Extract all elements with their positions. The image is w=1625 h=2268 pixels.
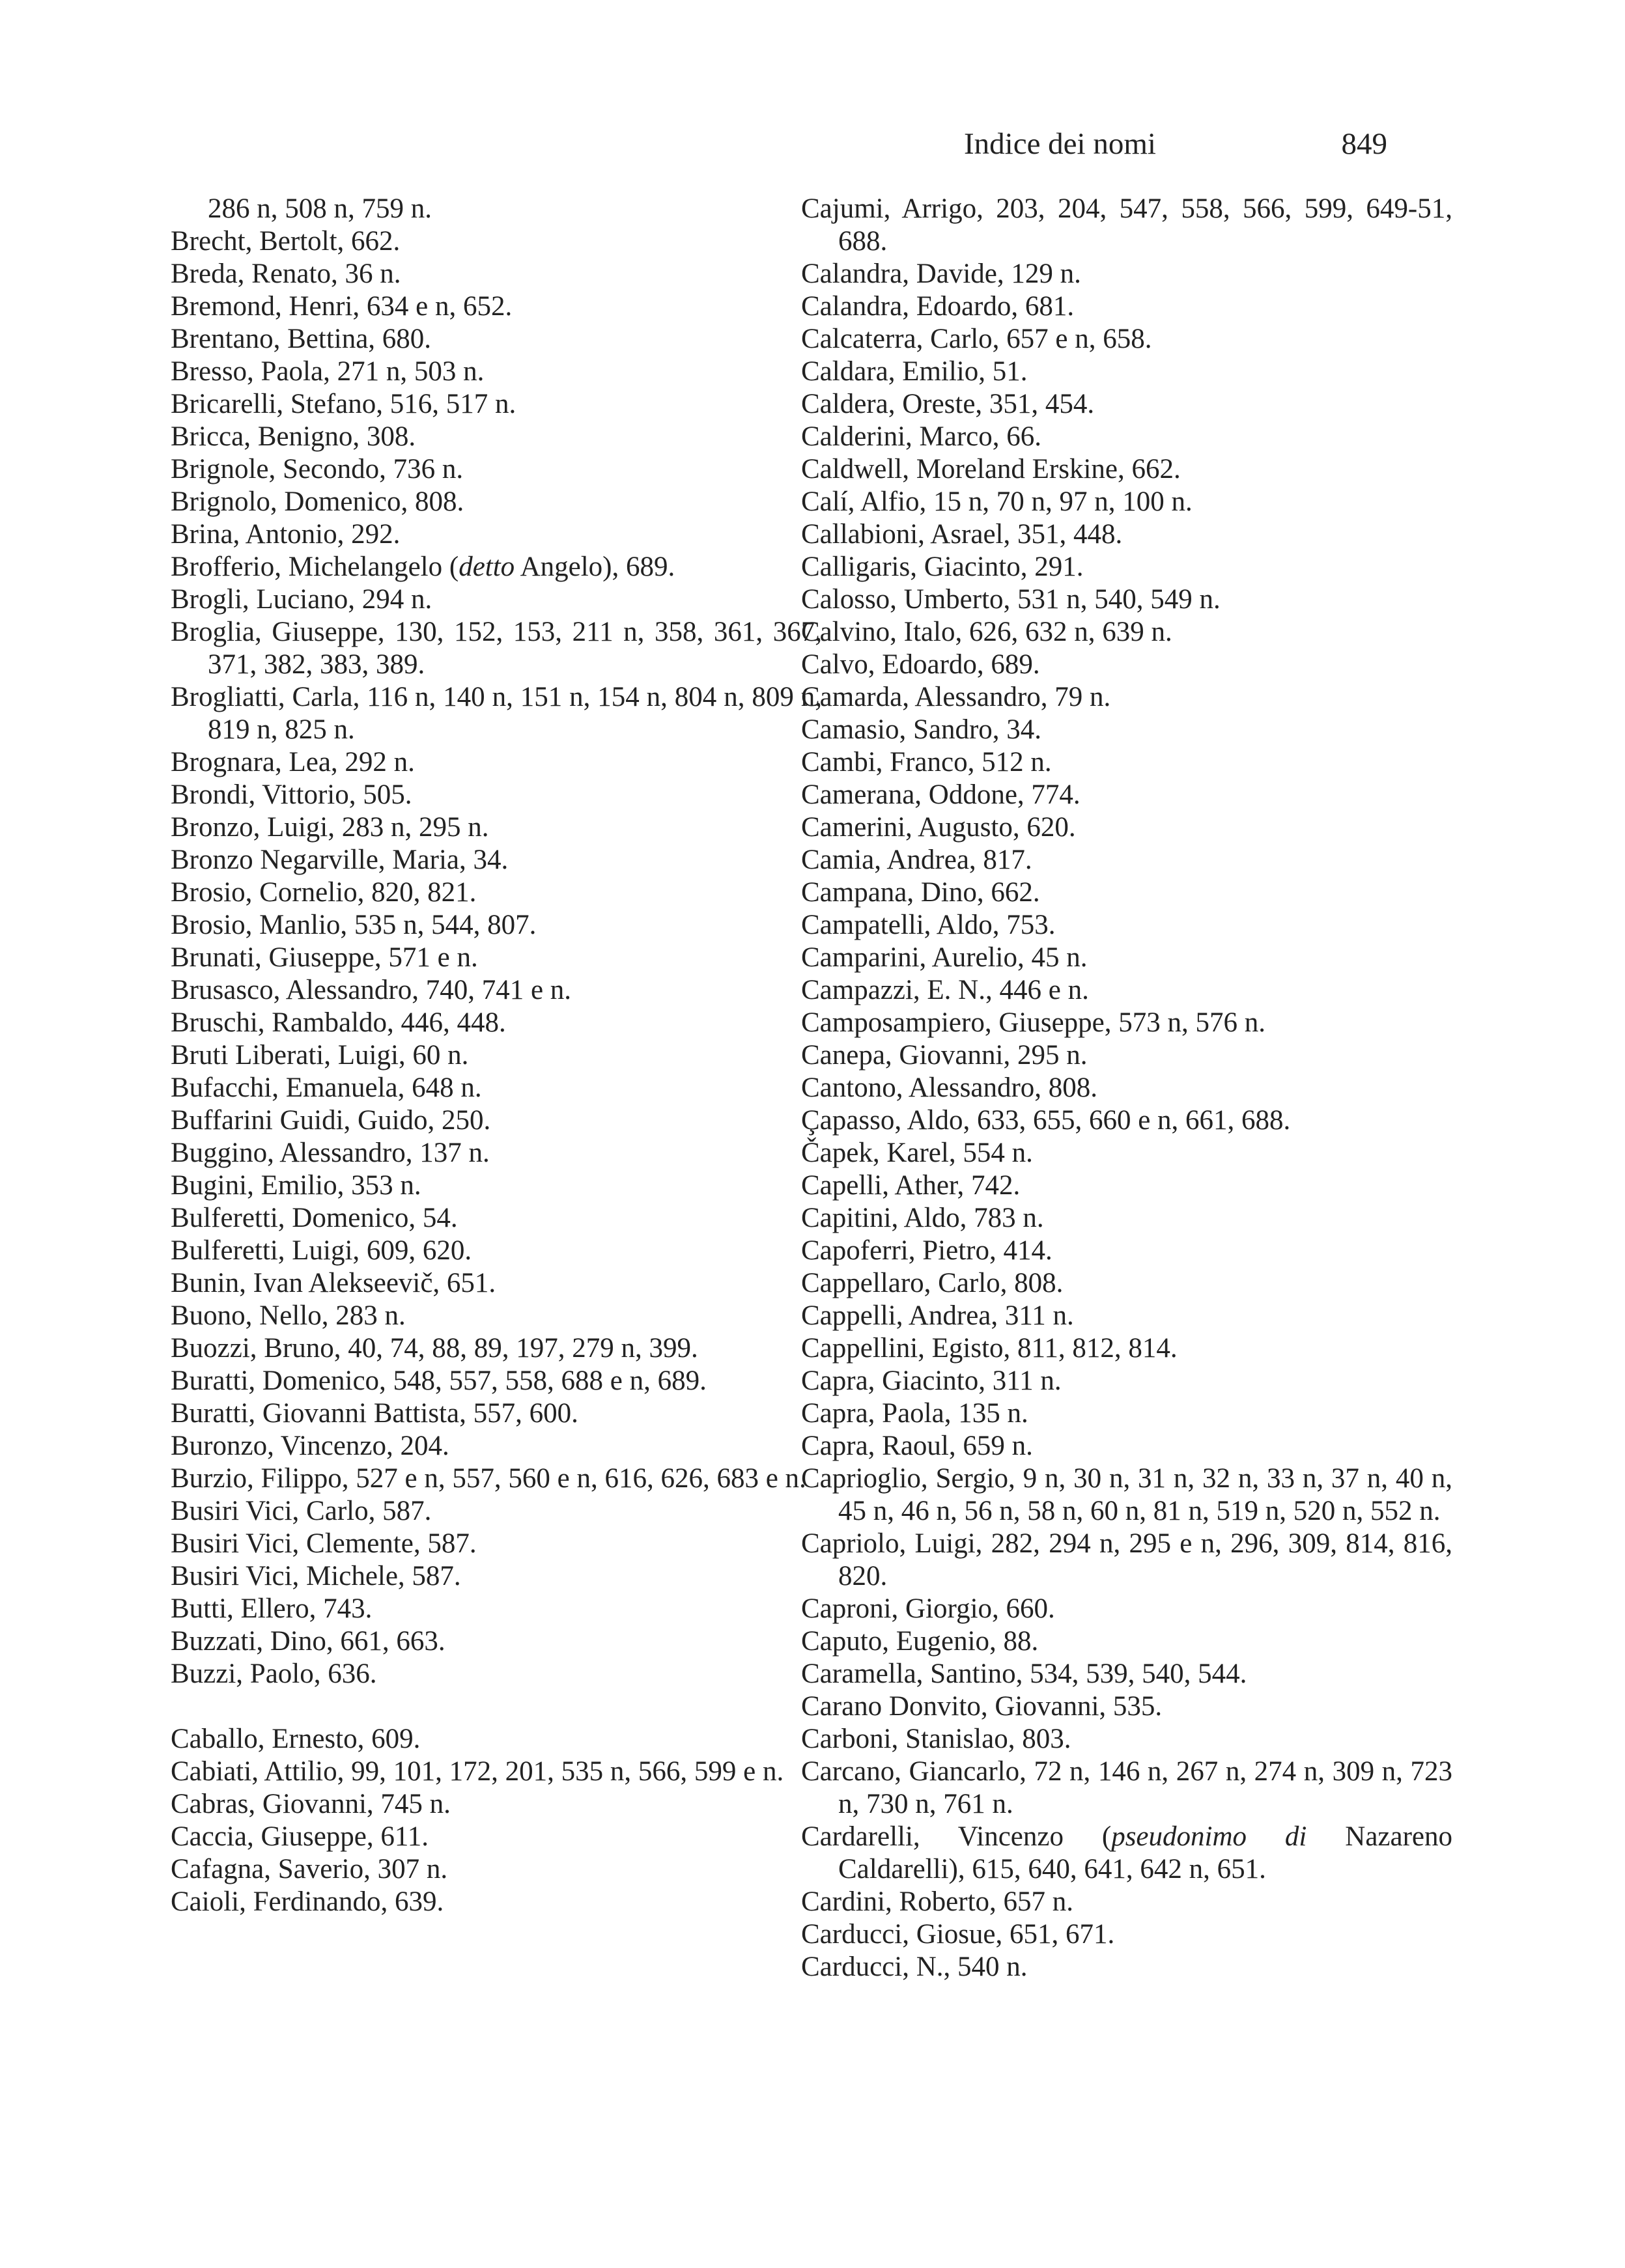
index-entry: Calderini, Marco, 66. (801, 421, 1041, 452)
letter-section-gap (171, 1690, 822, 1723)
index-entry: Broglia, Giuseppe, 130, 152, 153, 211 n, 358, 361, 367, 371, 382, 383, 389. (171, 617, 822, 680)
index-entry: Camerana, Oddone, 774. (801, 779, 1081, 810)
index-entry: Buzzati, Dino, 661, 663. (171, 1626, 445, 1657)
index-entry: Brecht, Bertolt, 662. (171, 226, 401, 257)
index-entry: Caprioglio, Sergio, 9 n, 30 n, 31 n, 32 n, 33 n, 37 n, 40 n, 45 n, 46 n, 56 n, 58 n, 60 n, 81 n, 519 n, 520 n, 552 n. (801, 1463, 1452, 1526)
index-entry: Capra, Raoul, 659 n. (801, 1431, 1033, 1461)
index-entry-text: Brofferio, Michelangelo ( (171, 552, 459, 582)
index-entry: Carducci, Giosue, 651, 671. (801, 1919, 1115, 1950)
index-entry: Brentano, Bettina, 680. (171, 324, 432, 354)
index-entry: Butti, Ellero, 743. (171, 1593, 373, 1624)
index-entry: Caldwell, Moreland Erskine, 662. (801, 454, 1181, 484)
index-entry: Brondi, Vittorio, 505. (171, 779, 412, 810)
index-entry: Bronzo Negarville, Maria, 34. (171, 845, 509, 875)
index-entry: Buono, Nello, 283 n. (171, 1300, 406, 1331)
index-entry: Campatelli, Aldo, 753. (801, 910, 1056, 940)
index-entry: Camarda, Alessandro, 79 n. (801, 682, 1111, 712)
page-number: 849 (1341, 127, 1387, 161)
index-entry: Cardini, Roberto, 657 n. (801, 1886, 1074, 1917)
index-entry: Buratti, Domenico, 548, 557, 558, 688 e n, 689. (171, 1365, 707, 1396)
index-entry: Burzio, Filippo, 527 e n, 557, 560 e n, 616, 626, 683 e n. (171, 1463, 806, 1494)
index-entry: Camposampiero, Giuseppe, 573 n, 576 n. (801, 1007, 1265, 1038)
index-entry: Caldera, Oreste, 351, 454. (801, 389, 1095, 419)
index-entry: Busiri Vici, Clemente, 587. (171, 1528, 477, 1559)
index-column-right (801, 193, 1452, 1983)
index-entry: Buffarini Guidi, Guido, 250. (171, 1105, 491, 1136)
index-entry-text: Cardarelli, Vincenzo ( (801, 1821, 1112, 1852)
index-entry: Bunin, Ivan Alekseevič, 651. (171, 1268, 496, 1298)
index-entry: Campana, Dino, 662. (801, 877, 1040, 908)
index-entry: Capelli, Ather, 742. (801, 1170, 1021, 1201)
index-entry: Callabioni, Asrael, 351, 448. (801, 519, 1123, 550)
index-entry: Calcaterra, Carlo, 657 e n, 658. (801, 324, 1152, 354)
index-entry: Brusasco, Alessandro, 740, 741 e n. (171, 975, 572, 1005)
index-entry: Cabras, Giovanni, 745 n. (171, 1789, 451, 1819)
index-entry: Calvo, Edoardo, 689. (801, 649, 1040, 680)
index-entry: Bulferetti, Domenico, 54. (171, 1203, 458, 1233)
index-entry: Carano Donvito, Giovanni, 535. (801, 1691, 1163, 1722)
index-entry-text: Angelo), 689. (515, 552, 675, 582)
index-entry: Cappellaro, Carlo, 808. (801, 1268, 1064, 1298)
index-entry: Carcano, Giancarlo, 72 n, 146 n, 267 n, 274 n, 309 n, 723 n, 730 n, 761 n. (801, 1756, 1452, 1819)
index-entry: Caputo, Eugenio, 88. (801, 1626, 1039, 1657)
index-entry: Brunati, Giuseppe, 571 e n. (171, 942, 478, 973)
index-entry: Calvino, Italo, 626, 632 n, 639 n. (801, 617, 1172, 647)
index-entry: Bronzo, Luigi, 283 n, 295 n. (171, 812, 489, 843)
index-entry: Camia, Andrea, 817. (801, 845, 1032, 875)
index-entry: Bulferetti, Luigi, 609, 620. (171, 1235, 472, 1266)
index-entry: Çapasso, Aldo, 633, 655, 660 e n, 661, 688. (801, 1105, 1291, 1136)
index-entry: Brignole, Secondo, 736 n. (171, 454, 464, 484)
index-entry: Camerini, Augusto, 620. (801, 812, 1076, 843)
index-entry: Brina, Antonio, 292. (171, 519, 401, 550)
index-entry: Bresso, Paola, 271 n, 503 n. (171, 356, 485, 387)
index-entry: Cambi, Franco, 512 n. (801, 747, 1052, 777)
index-entry: Buozzi, Bruno, 40, 74, 88, 89, 197, 279 n, 399. (171, 1333, 698, 1364)
index-column-left (171, 193, 822, 1918)
index-entry: Caramella, Santino, 534, 539, 540, 544. (801, 1659, 1247, 1689)
index-entry: Calosso, Umberto, 531 n, 540, 549 n. (801, 584, 1221, 615)
index-entry: Breda, Renato, 36 n. (171, 259, 401, 289)
index-entry-italic: pseudonimo di (1111, 1821, 1307, 1852)
index-entry: Brignolo, Domenico, 808. (171, 486, 464, 517)
index-entry: Buggino, Alessandro, 137 n. (171, 1138, 490, 1168)
index-entry: 286 n, 508 n, 759 n. (208, 193, 432, 224)
index-entry: Brosio, Cornelio, 820, 821. (171, 877, 477, 908)
index-entry: Cajumi, Arrigo, 203, 204, 547, 558, 566, 599, 649-51, 688. (801, 193, 1452, 257)
index-entry: Bricarelli, Stefano, 516, 517 n. (171, 389, 516, 419)
index-entry: Bricca, Benigno, 308. (171, 421, 416, 452)
index-entry: Capra, Giacinto, 311 n. (801, 1365, 1062, 1396)
index-entry-text: Nazareno Caldarelli), 615, 640, 641, 642 n, 651. (838, 1821, 1452, 1884)
index-entry: Carducci, N., 540 n. (801, 1952, 1028, 1982)
index-entry: Campazzi, E. N., 446 e n. (801, 975, 1089, 1005)
index-entry: Caballo, Ernesto, 609. (171, 1724, 421, 1754)
index-entry: Brogliatti, Carla, 116 n, 140 n, 151 n, 154 n, 804 n, 809 n, 819 n, 825 n. (171, 682, 822, 745)
index-entry: Camasio, Sandro, 34. (801, 714, 1042, 745)
index-entry: Cappellini, Egisto, 811, 812, 814. (801, 1333, 1178, 1364)
index-entry: Bruti Liberati, Luigi, 60 n. (171, 1040, 469, 1071)
index-entry: Čapek, Karel, 554 n. (801, 1138, 1033, 1168)
index-entry: Bugini, Emilio, 353 n. (171, 1170, 421, 1201)
index-entry: Buzzi, Paolo, 636. (171, 1659, 377, 1689)
index-entry: Bruschi, Rambaldo, 446, 448. (171, 1007, 506, 1038)
index-entry: Buratti, Giovanni Battista, 557, 600. (171, 1398, 578, 1429)
index-entry: Camparini, Aurelio, 45 n. (801, 942, 1088, 973)
index-entry: Caldara, Emilio, 51. (801, 356, 1028, 387)
running-head (964, 121, 1387, 167)
index-entry: Brognara, Lea, 292 n. (171, 747, 415, 777)
index-entry: Cafagna, Saverio, 307 n. (171, 1854, 448, 1884)
index-entry: Busiri Vici, Michele, 587. (171, 1561, 461, 1591)
index-entry: Bufacchi, Emanuela, 648 n. (171, 1072, 482, 1103)
index-entry-italic: detto (459, 552, 515, 582)
index-entry: Caioli, Ferdinando, 639. (171, 1886, 444, 1917)
index-entry: Calandra, Edoardo, 681. (801, 291, 1075, 322)
index-entry (801, 1821, 1452, 1886)
index-entry: Carboni, Stanislao, 803. (801, 1724, 1071, 1754)
index-entry: Brosio, Manlio, 535 n, 544, 807. (171, 910, 537, 940)
index-entry: Cabiati, Attilio, 99, 101, 172, 201, 535 n, 566, 599 e n. (171, 1756, 784, 1787)
index-entry: Cantono, Alessandro, 808. (801, 1072, 1098, 1103)
index-entry: Buronzo, Vincenzo, 204. (171, 1431, 449, 1461)
index-entry (171, 551, 822, 583)
index-entry: Capoferri, Pietro, 414. (801, 1235, 1053, 1266)
index-entry: Capriolo, Luigi, 282, 294 n, 295 e n, 296, 309, 814, 816, 820. (801, 1528, 1452, 1591)
index-entry: Busiri Vici, Carlo, 587. (171, 1496, 432, 1526)
index-entry: Bremond, Henri, 634 e n, 652. (171, 291, 513, 322)
index-entry: Caproni, Giorgio, 660. (801, 1593, 1055, 1624)
running-head-title: Indice dei nomi (964, 127, 1156, 161)
index-entry: Capra, Paola, 135 n. (801, 1398, 1028, 1429)
index-entry: Capitini, Aldo, 783 n. (801, 1203, 1044, 1233)
index-entry: Canepa, Giovanni, 295 n. (801, 1040, 1088, 1071)
index-entry: Calligaris, Giacinto, 291. (801, 552, 1084, 582)
index-entry: Caccia, Giuseppe, 611. (171, 1821, 429, 1852)
index-entry: Calí, Alfio, 15 n, 70 n, 97 n, 100 n. (801, 486, 1193, 517)
index-entry: Cappelli, Andrea, 311 n. (801, 1300, 1074, 1331)
index-entry: Calandra, Davide, 129 n. (801, 259, 1081, 289)
index-entry: Brogli, Luciano, 294 n. (171, 584, 432, 615)
